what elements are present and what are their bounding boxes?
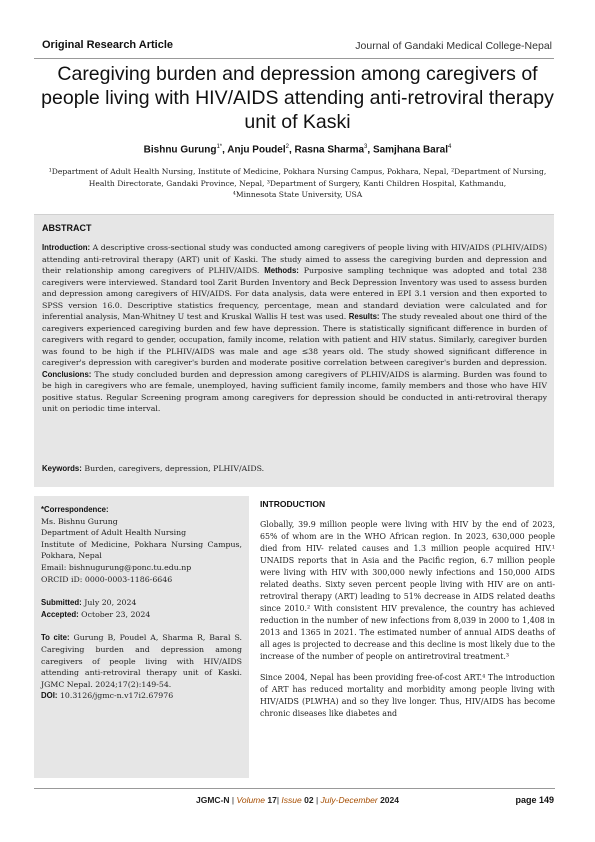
author-name: Samjhana Baral [372, 144, 448, 156]
paragraph: Globally, 39.9 million people were living with HIV by the end of 2023, 65% of whom are in the WHO African region. In 2023, 630,000 people died from HIV- related causes and 1.3 million people acquired HIV.¹ UNAIDS reports that in Asia and the Pacific region, 6.7 million people were living with HIV with 300,000 newly infections and 150,000 AIDS related deaths. Sixty seven percent people living with HIV are on anti-retroviral therapy (ART) leading to 51% decrease in AIDS related deaths since 2010.² With consistent HIV prevalence, the country has achieved reduction in the number of new infections from 8,039 in 2000 to 1,408 in 2013 and 1365 in 2021. The estimated number of annual AIDS deaths of all ages is projected to decrease and this decline is most likely due to the increase of the number of people on antiretroviral treatment.³ [260, 520, 555, 661]
abstract-box [34, 214, 554, 487]
accepted-date: Accepted: October 23, 2024 [41, 609, 151, 619]
affiliation-line: ⁴Minnesota State University, USA [232, 190, 363, 199]
affiliation-line: ¹Department of Adult Health Nursing, Institute of Medicine, Pokhara Nursing Campus, Pokhara, Nepal, ²Department of Nursing, [48, 167, 547, 176]
author-list: Bishnu Gurung$^{1*}$, Anju Poudel$^2$, Rasna Sharma$^3$, Samjhana Baral$^4$ [143, 144, 452, 156]
correspondence-box [34, 496, 249, 778]
abstract-heading: ABSTRACT [42, 223, 92, 233]
correspondent-orcid: ORCID iD: 0000-0003-1186-6646 [41, 574, 173, 584]
keywords: Keywords: Burden, caregivers, depression, PLHIV/AIDS. [42, 464, 265, 473]
author-name: Rasna Sharma [294, 144, 365, 156]
author-sup: 1* [216, 144, 223, 150]
article-title: Caregiving burden and depression among caregivers of people living with HIV/AIDS attending anti-retroviral therapy unit of Kaski [41, 63, 554, 133]
author-name: Anju Poudel [227, 144, 286, 156]
journal-name: Journal of Gandaki Medical College-Nepal [355, 40, 552, 52]
correspondent-name: Ms. Bishnu Gurung [41, 516, 118, 526]
intro-label: Introduction: [42, 243, 91, 252]
author-sup: 2 [285, 144, 289, 150]
keywords-label: Keywords: [42, 464, 82, 473]
footer-rule [34, 788, 555, 789]
correspondent-dept: Department of Adult Health Nursing [41, 528, 187, 538]
results-label: Results: [348, 312, 380, 321]
footer-journal: JGMC-N [196, 795, 230, 805]
doi: DOI: 10.3126/jgmc-n.v17i2.67976 [41, 691, 174, 701]
correspondence-heading: *Correspondence: [41, 505, 109, 514]
introduction-heading: INTRODUCTION [260, 499, 326, 509]
page-number: page 149 [515, 795, 554, 805]
article-type: Original Research Article [42, 39, 174, 51]
introduction-body [260, 519, 555, 729]
running-header [34, 38, 554, 59]
methods-label: Methods: [264, 266, 299, 275]
affiliation-line: Health Directorate, Gandaki Province, Nepal, ³Department of Surgery, Kanti Children Hospital, Kathmandu, [88, 178, 507, 188]
author-sup: 4 [447, 144, 452, 150]
correspondent-inst: Institute of Medicine, Pokhara Nursing Campus, Pokhara, Nepal [41, 539, 242, 561]
author-sup: 3 [364, 144, 368, 150]
paragraph: Since 2004, Nepal has been providing free-of-cost ART.⁴ The introduction of ART has reduced mortality and morbidity among people living with HIV/AIDS (PLWHA) and so they live longer. Thus, HIV/AIDS has become chronic diseases like diabetes and [260, 673, 555, 718]
affiliations [40, 166, 555, 201]
abstract-body: Introduction: A descriptive cross-sectional study was conducted among caregivers of people living with HIV/AIDS (PLHIV/AIDS) attending anti-retroviral therapy (ART) unit of Kaski. The study aimed to assess the caregiving burden and depression and their relationship among caregivers of PLHIV/AIDS. Methods: Purposive sampling technique was adopted and total 238 caregivers were interviewed. Standard tool Zarit Burden Inventory and Beck Depression Inventory was used to assess burden and depression among caregivers of HIV/AIDS. For data analysis, data were entered in EPI 3.1 version and then exported to SPSS version 16.0. Descriptive statistics frequency, percentage, mean and standard deviation were calculated and for inferential analysis, Man-Whitney U test and Kruskal Wallis H test was used. Results: The study revealed about one third of the caregivers experienced caregiving burden and few have depression. There is statistically significant difference in burden of caregivers with regard to gender, occupation, family income, relation with patient and HIV status. Similarly, caregiver burden was found to be high if the PLHIV/AIDS was male and age ≤38 years old. The study showed significant difference in caregiver's depression with caregiver's burden and moderate positive correlation between caregiver's burden and depression. Conclusions: The study concluded burden and depression among caregivers of PLHIV/AIDS is alarming. Burden was found to be high in caregivers who are female, unemployed, having sufficient family income, family members and those who have HIV positive status. Regular Screening program among caregivers for depression should be conducted in anti-retroviral therapy unit on periodic time interval. [42, 243, 547, 413]
conclusions-label: Conclusions: [42, 369, 92, 379]
submitted-date: Submitted: July 20, 2024 [41, 598, 137, 608]
author-name: Bishnu Gurung [143, 144, 217, 156]
footer: JGMC-N | Volume 17| Issue 02 | July-December 2024 [196, 795, 399, 805]
correspondent-email[interactable]: Email: bishnugurung@ponc.tu.edu.np [41, 562, 192, 572]
citation: To cite: Gurung B, Poudel A, Sharma R, Baral S. Caregiving burden and depression among caregivers of people living with HIV/AIDS attending anti-retroviral therapy unit of Kaski. JGMC Nepal. 2024;17(2):149-54. [41, 633, 242, 689]
